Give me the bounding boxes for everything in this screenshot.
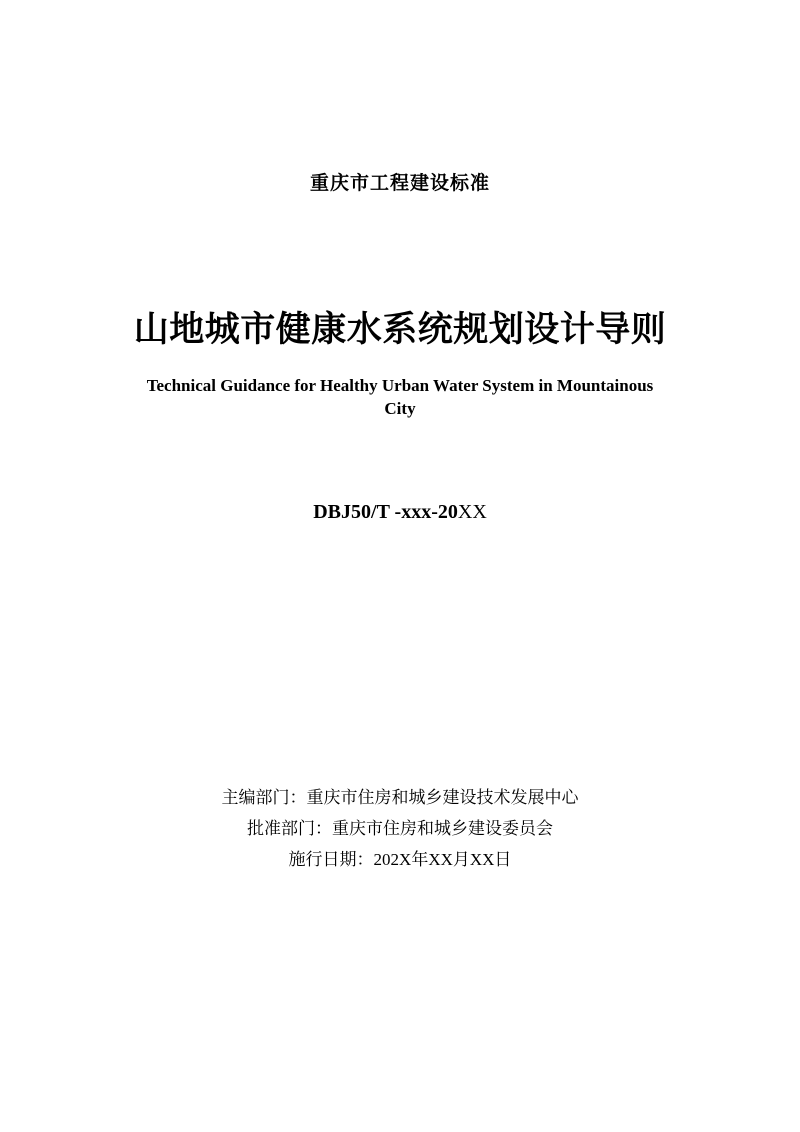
standard-number-main: DBJ50/T -xxx-20	[313, 501, 458, 523]
standard-number	[0, 499, 800, 525]
standard-number-year-placeholder: XX	[457, 501, 487, 523]
document-title-chinese: 山地城市健康水系统规划设计导则	[133, 310, 667, 349]
publication-info	[0, 782, 800, 875]
chief-editor-department-line: 主编部门：重庆市住房和城乡建设技术发展中心	[221, 788, 579, 807]
standard-category-label: 重庆市工程建设标准	[309, 173, 490, 194]
document-title-english-line2: City	[384, 399, 416, 418]
effective-date-line: 施行日期：202X年XX月XX日	[288, 850, 512, 869]
document-title-english-line1: Technical Guidance for Healthy Urban Water System in Mountainous	[146, 376, 654, 395]
approval-department-line: 批准部门：重庆市住房和城乡建设委员会	[247, 819, 553, 838]
document-title-english	[60, 374, 740, 420]
